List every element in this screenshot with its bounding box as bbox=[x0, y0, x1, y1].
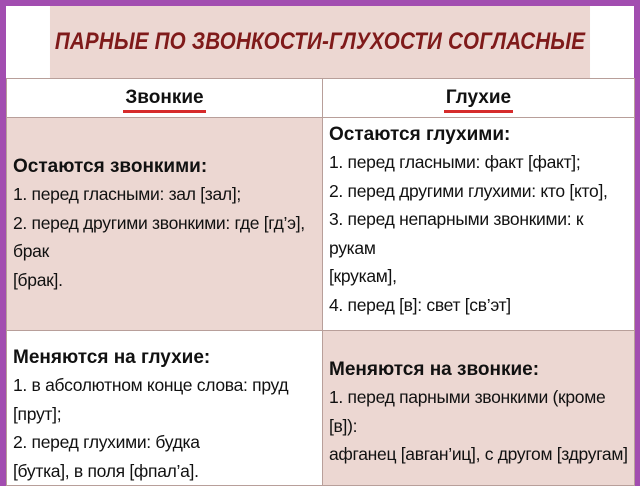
voiced-stay-cell bbox=[7, 118, 323, 331]
voiced-change-line: [бутка], в поля [фпал’а]. bbox=[13, 460, 199, 481]
voiced-stay-line: [брак]. bbox=[13, 269, 63, 290]
voiced-change-heading: Меняются на глухие: bbox=[13, 347, 211, 368]
voiced-change-line: 2. перед глухими: будка bbox=[13, 432, 200, 452]
voiced-stay-line: 1. перед гласными: зал [зал]; bbox=[13, 184, 241, 204]
voiceless-stay-line: 4. перед [в]: свет [св’эт] bbox=[329, 294, 511, 315]
table-row bbox=[7, 118, 635, 331]
voiced-stay-heading: Остаются звонкими: bbox=[13, 156, 208, 177]
voiceless-change-line: 1. перед парными звонкими (кроме [в]): bbox=[329, 387, 606, 436]
header-row bbox=[7, 79, 635, 118]
voiceless-change-line: афганец [авган’иц], с другом [здругам] bbox=[329, 444, 628, 464]
voiced-change-line: 1. в абсолютном конце слова: пруд [прут]; bbox=[13, 375, 289, 424]
voiceless-stay-heading: Остаются глухими: bbox=[329, 124, 511, 145]
table-sheet bbox=[6, 6, 634, 481]
voiced-change-cell bbox=[7, 331, 323, 486]
voiceless-stay-line: 3. перед непарными звонкими: к рукам bbox=[329, 209, 584, 258]
voiceless-change-heading: Меняются на звонкие: bbox=[329, 359, 540, 380]
header-voiceless-cell bbox=[323, 79, 635, 118]
header-voiced-cell bbox=[7, 79, 323, 118]
table-row bbox=[7, 331, 635, 486]
voiceless-change-cell bbox=[323, 331, 635, 486]
header-voiceless: Глухие bbox=[446, 79, 511, 117]
voiceless-stay-line: [крукам], bbox=[329, 266, 397, 286]
page-title: ПАРНЫЕ ПО ЗВОНКОСТИ-ГЛУХОСТИ СОГЛАСНЫЕ bbox=[50, 6, 590, 78]
voiceless-stay-cell bbox=[323, 118, 635, 331]
voiceless-stay-line: 2. перед другими глухими: кто [кто], bbox=[329, 180, 608, 201]
voiced-stay-line: 2. перед другими звонкими: где [гд’э], брак bbox=[13, 212, 305, 261]
consonants-table bbox=[6, 78, 635, 486]
header-voiced: Звонкие bbox=[125, 79, 203, 117]
voiceless-stay-line: 1. перед гласными: факт [факт]; bbox=[329, 152, 581, 172]
